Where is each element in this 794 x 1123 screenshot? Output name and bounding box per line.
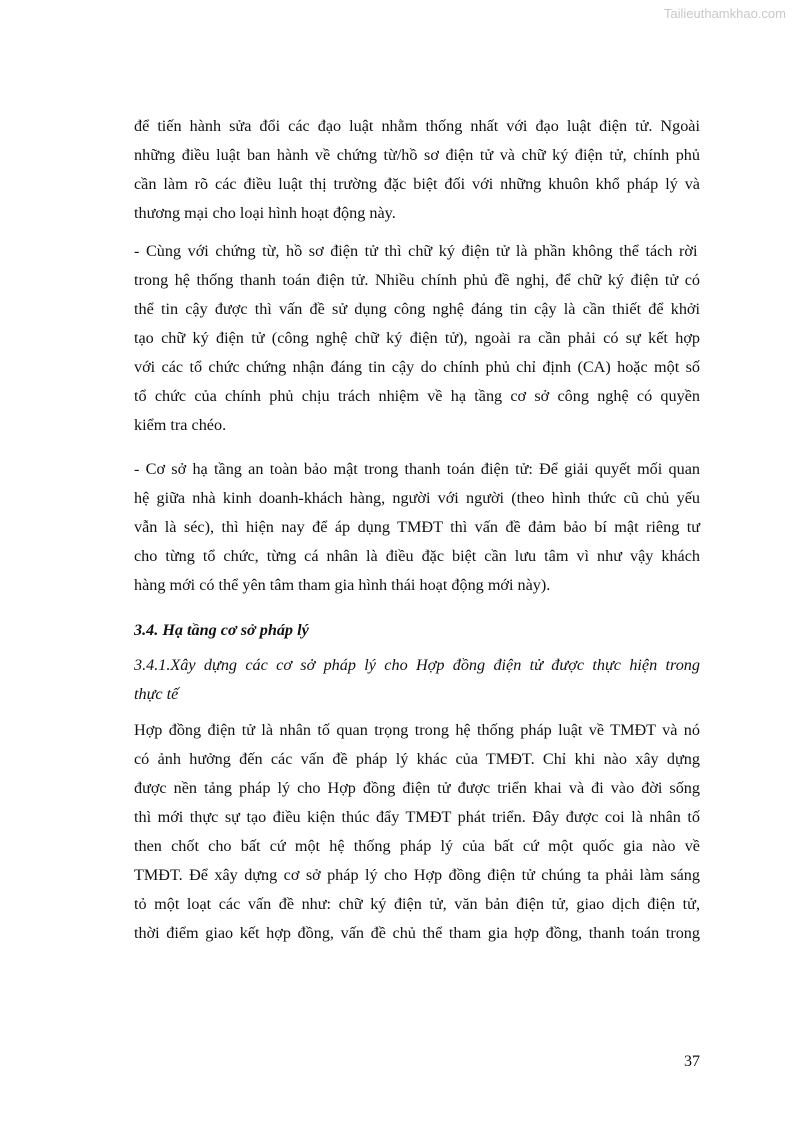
section-heading: 3.4. Hạ tầng cơ sở pháp lý [134, 621, 309, 639]
paragraph-line: then chốt cho bất cứ một hệ thống pháp lý của bất cứ một quốc gia nào về [134, 837, 700, 855]
paragraph-line: TMĐT. Để xây dựng cơ sở pháp lý cho Hợp đồng điện tử chúng ta phải làm sáng [134, 866, 700, 884]
paragraph-2 [134, 237, 700, 440]
paragraph-1 [134, 112, 700, 228]
paragraph-line: thời điểm giao kết hợp đồng, vấn đề chủ thể tham gia hợp đồng, thanh toán trong [134, 924, 700, 942]
subsection-heading-line: thực tế [134, 685, 179, 703]
paragraph-line: hệ giữa nhà kinh doanh-khách hàng, người với người (theo hình thức cũ chủ yếu [134, 489, 700, 507]
paragraph-4 [134, 716, 700, 948]
paragraph-line: thì mới thực sự tạo điều kiện thúc đẩy TMĐT phát triển. Đây được coi là nhân tố [134, 808, 700, 826]
paragraph-3 [134, 455, 700, 600]
paragraph-line: tỏ một loạt các vấn đề như: chữ ký điện tử, văn bản điện tử, giao dịch điện tử, [134, 895, 700, 913]
paragraph-line: cần làm rõ các điều luật thị trường đặc biệt đối với những khuôn khổ pháp lý và [134, 175, 700, 193]
page-number: 37 [684, 1053, 700, 1070]
paragraph-line: hàng mới có thể yên tâm tham gia hình thái hoạt động mới này). [134, 576, 551, 594]
paragraph-line: - Cùng với chứng từ, hồ sơ điện tử thì chữ ký điện tử là phần không thể tách rời [134, 242, 698, 260]
paragraph-line: kiểm tra chéo. [134, 416, 227, 434]
paragraph-line: những điều luật ban hành về chứng từ/hồ sơ điện tử và chữ ký điện tử, chính phủ [134, 146, 700, 164]
subsection-heading-line: 3.4.1.Xây dựng các cơ sở pháp lý cho Hợp đồng điện tử được thực hiện trong [134, 656, 700, 674]
paragraph-line: cho từng tổ chức, từng cá nhân là điều đặc biệt cần lưu tâm vì như vậy khách [134, 547, 700, 565]
watermark: Tailieuthamkhao.com [663, 6, 786, 21]
paragraph-line: Hợp đồng điện tử là nhân tố quan trọng trong hệ thống pháp luật về TMĐT và nó [134, 721, 700, 739]
paragraph-line: thể tin cậy được thì vấn đề sử dụng công nghệ đáng tin cậy là cần thiết để khởi [134, 300, 700, 318]
paragraph-line: thương mại cho loại hình hoạt động này. [134, 204, 396, 222]
paragraph-line: trong hệ thống thanh toán điện tử. Nhiều chính phủ đề nghị, để chữ ký điện tử có [134, 271, 700, 289]
subsection-heading [134, 651, 700, 709]
paragraph-line: với các tổ chức chứng nhận đáng tin cậy do chính phủ chỉ định (CA) hoặc một số [134, 358, 700, 376]
paragraph-line: vẫn là séc), thì hiện nay để áp dụng TMĐT thì vấn đề đảm bảo bí mật riêng tư [134, 518, 700, 536]
paragraph-line: có ảnh hưởng đến các vấn đề pháp lý khác của TMĐT. Chỉ khi nào xây dựng [134, 750, 700, 768]
paragraph-line: tạo chữ ký điện tử (công nghệ chữ ký điện tử), ngoài ra cần phải có sự kết hợp [134, 329, 700, 347]
paragraph-line: để tiến hành sửa đổi các đạo luật nhằm thống nhất với đạo luật điện tử. Ngoài [134, 117, 700, 135]
paragraph-line: được nền tảng pháp lý cho Hợp đồng điện tử được triển khai và đi vào đời sống [134, 779, 700, 797]
paragraph-line: tổ chức của chính phủ chịu trách nhiệm về hạ tầng cơ sở công nghệ có quyền [134, 387, 700, 405]
paragraph-line: - Cơ sở hạ tầng an toàn bảo mật trong thanh toán điện tử: Để giải quyết mối quan [134, 460, 700, 478]
